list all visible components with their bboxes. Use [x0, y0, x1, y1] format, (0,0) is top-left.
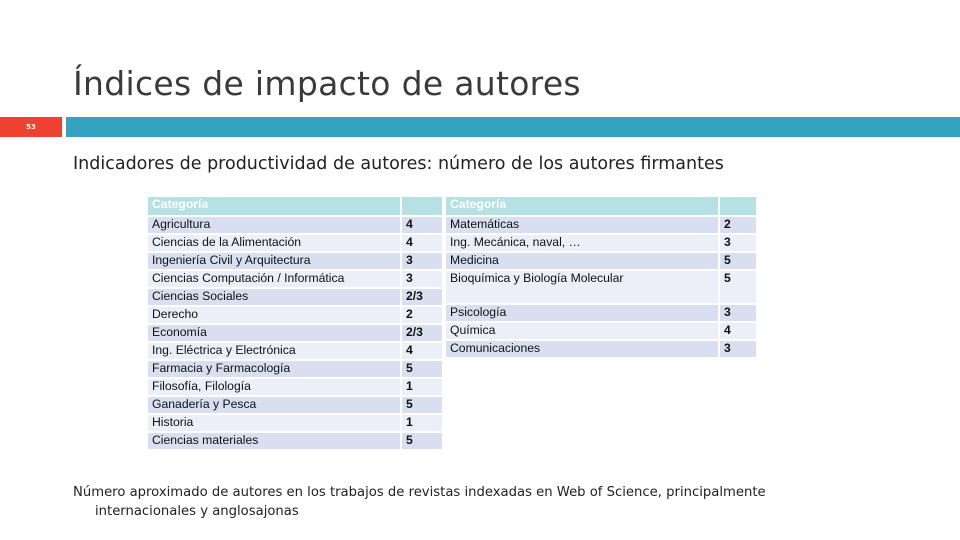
slide-title: Índices de impacto de autores	[73, 64, 581, 103]
authors-cell: 5	[401, 432, 443, 450]
header-value	[719, 196, 757, 216]
authors-cell: 3	[719, 340, 757, 358]
category-table-left	[146, 195, 444, 451]
table-header-row	[147, 196, 443, 216]
table-header-row	[445, 196, 757, 216]
authors-cell: 3	[719, 304, 757, 322]
authors-cell: 5	[401, 396, 443, 414]
accent-bar	[66, 117, 960, 137]
table-row	[445, 304, 757, 322]
table-row	[147, 288, 443, 306]
table-row	[445, 270, 757, 304]
footnote	[73, 483, 903, 521]
page-number-badge: 53	[0, 117, 62, 137]
authors-cell: 2/3	[401, 288, 443, 306]
category-cell: Ciencias materiales	[147, 432, 401, 450]
table-row	[147, 234, 443, 252]
footnote-line-1: Número aproximado de autores en los trabajos de revistas indexadas en Web of Science, principalmente	[73, 485, 766, 500]
table-row	[445, 322, 757, 340]
slide-subtitle: Indicadores de productividad de autores: número de los autores firmantes	[73, 154, 724, 174]
table-row	[147, 324, 443, 342]
category-cell: Ciencias Sociales	[147, 288, 401, 306]
header-category: Categoría	[445, 196, 719, 216]
table-row	[147, 396, 443, 414]
table-row	[445, 216, 757, 234]
table-row	[445, 252, 757, 270]
table-row	[147, 360, 443, 378]
category-cell: Comunicaciones	[445, 340, 719, 358]
table-row	[147, 342, 443, 360]
authors-cell: 3	[719, 234, 757, 252]
category-cell: Psicología	[445, 304, 719, 322]
table-row	[147, 216, 443, 234]
category-cell: Ing. Mecánica, naval, …	[445, 234, 719, 252]
category-cell: Ing. Eléctrica y Electrónica	[147, 342, 401, 360]
category-cell: Filosofía, Filología	[147, 378, 401, 396]
authors-cell: 2	[719, 216, 757, 234]
category-cell: Ganadería y Pesca	[147, 396, 401, 414]
category-table-right	[444, 195, 758, 359]
category-cell: Derecho	[147, 306, 401, 324]
table-row	[147, 432, 443, 450]
authors-cell: 4	[401, 342, 443, 360]
category-cell: Ingeniería Civil y Arquitectura	[147, 252, 401, 270]
table-row	[147, 414, 443, 432]
category-cell: Medicina	[445, 252, 719, 270]
table-row	[147, 378, 443, 396]
authors-cell: 4	[719, 322, 757, 340]
authors-cell: 1	[401, 378, 443, 396]
category-cell: Ciencias Computación / Informática	[147, 270, 401, 288]
authors-cell: 5	[401, 360, 443, 378]
authors-cell: 5	[719, 252, 757, 270]
authors-cell: 2/3	[401, 324, 443, 342]
category-cell: Bioquímica y Biología Molecular	[445, 270, 719, 304]
table-row	[147, 306, 443, 324]
table-row	[445, 340, 757, 358]
authors-cell: 2	[401, 306, 443, 324]
category-cell: Historia	[147, 414, 401, 432]
category-cell: Economía	[147, 324, 401, 342]
category-cell: Agricultura	[147, 216, 401, 234]
table-row	[445, 234, 757, 252]
authors-cell: 5	[719, 270, 757, 304]
authors-cell: 4	[401, 234, 443, 252]
table-row	[147, 252, 443, 270]
header-category: Categoría	[147, 196, 401, 216]
authors-cell: 4	[401, 216, 443, 234]
authors-cell: 3	[401, 252, 443, 270]
category-cell: Química	[445, 322, 719, 340]
category-cell: Matemáticas	[445, 216, 719, 234]
header-value	[401, 196, 443, 216]
footnote-line-2: internacionales y anglosajonas	[95, 504, 299, 519]
authors-cell: 3	[401, 270, 443, 288]
authors-cell: 1	[401, 414, 443, 432]
table-row	[147, 270, 443, 288]
category-cell: Farmacia y Farmacología	[147, 360, 401, 378]
category-cell: Ciencias de la Alimentación	[147, 234, 401, 252]
